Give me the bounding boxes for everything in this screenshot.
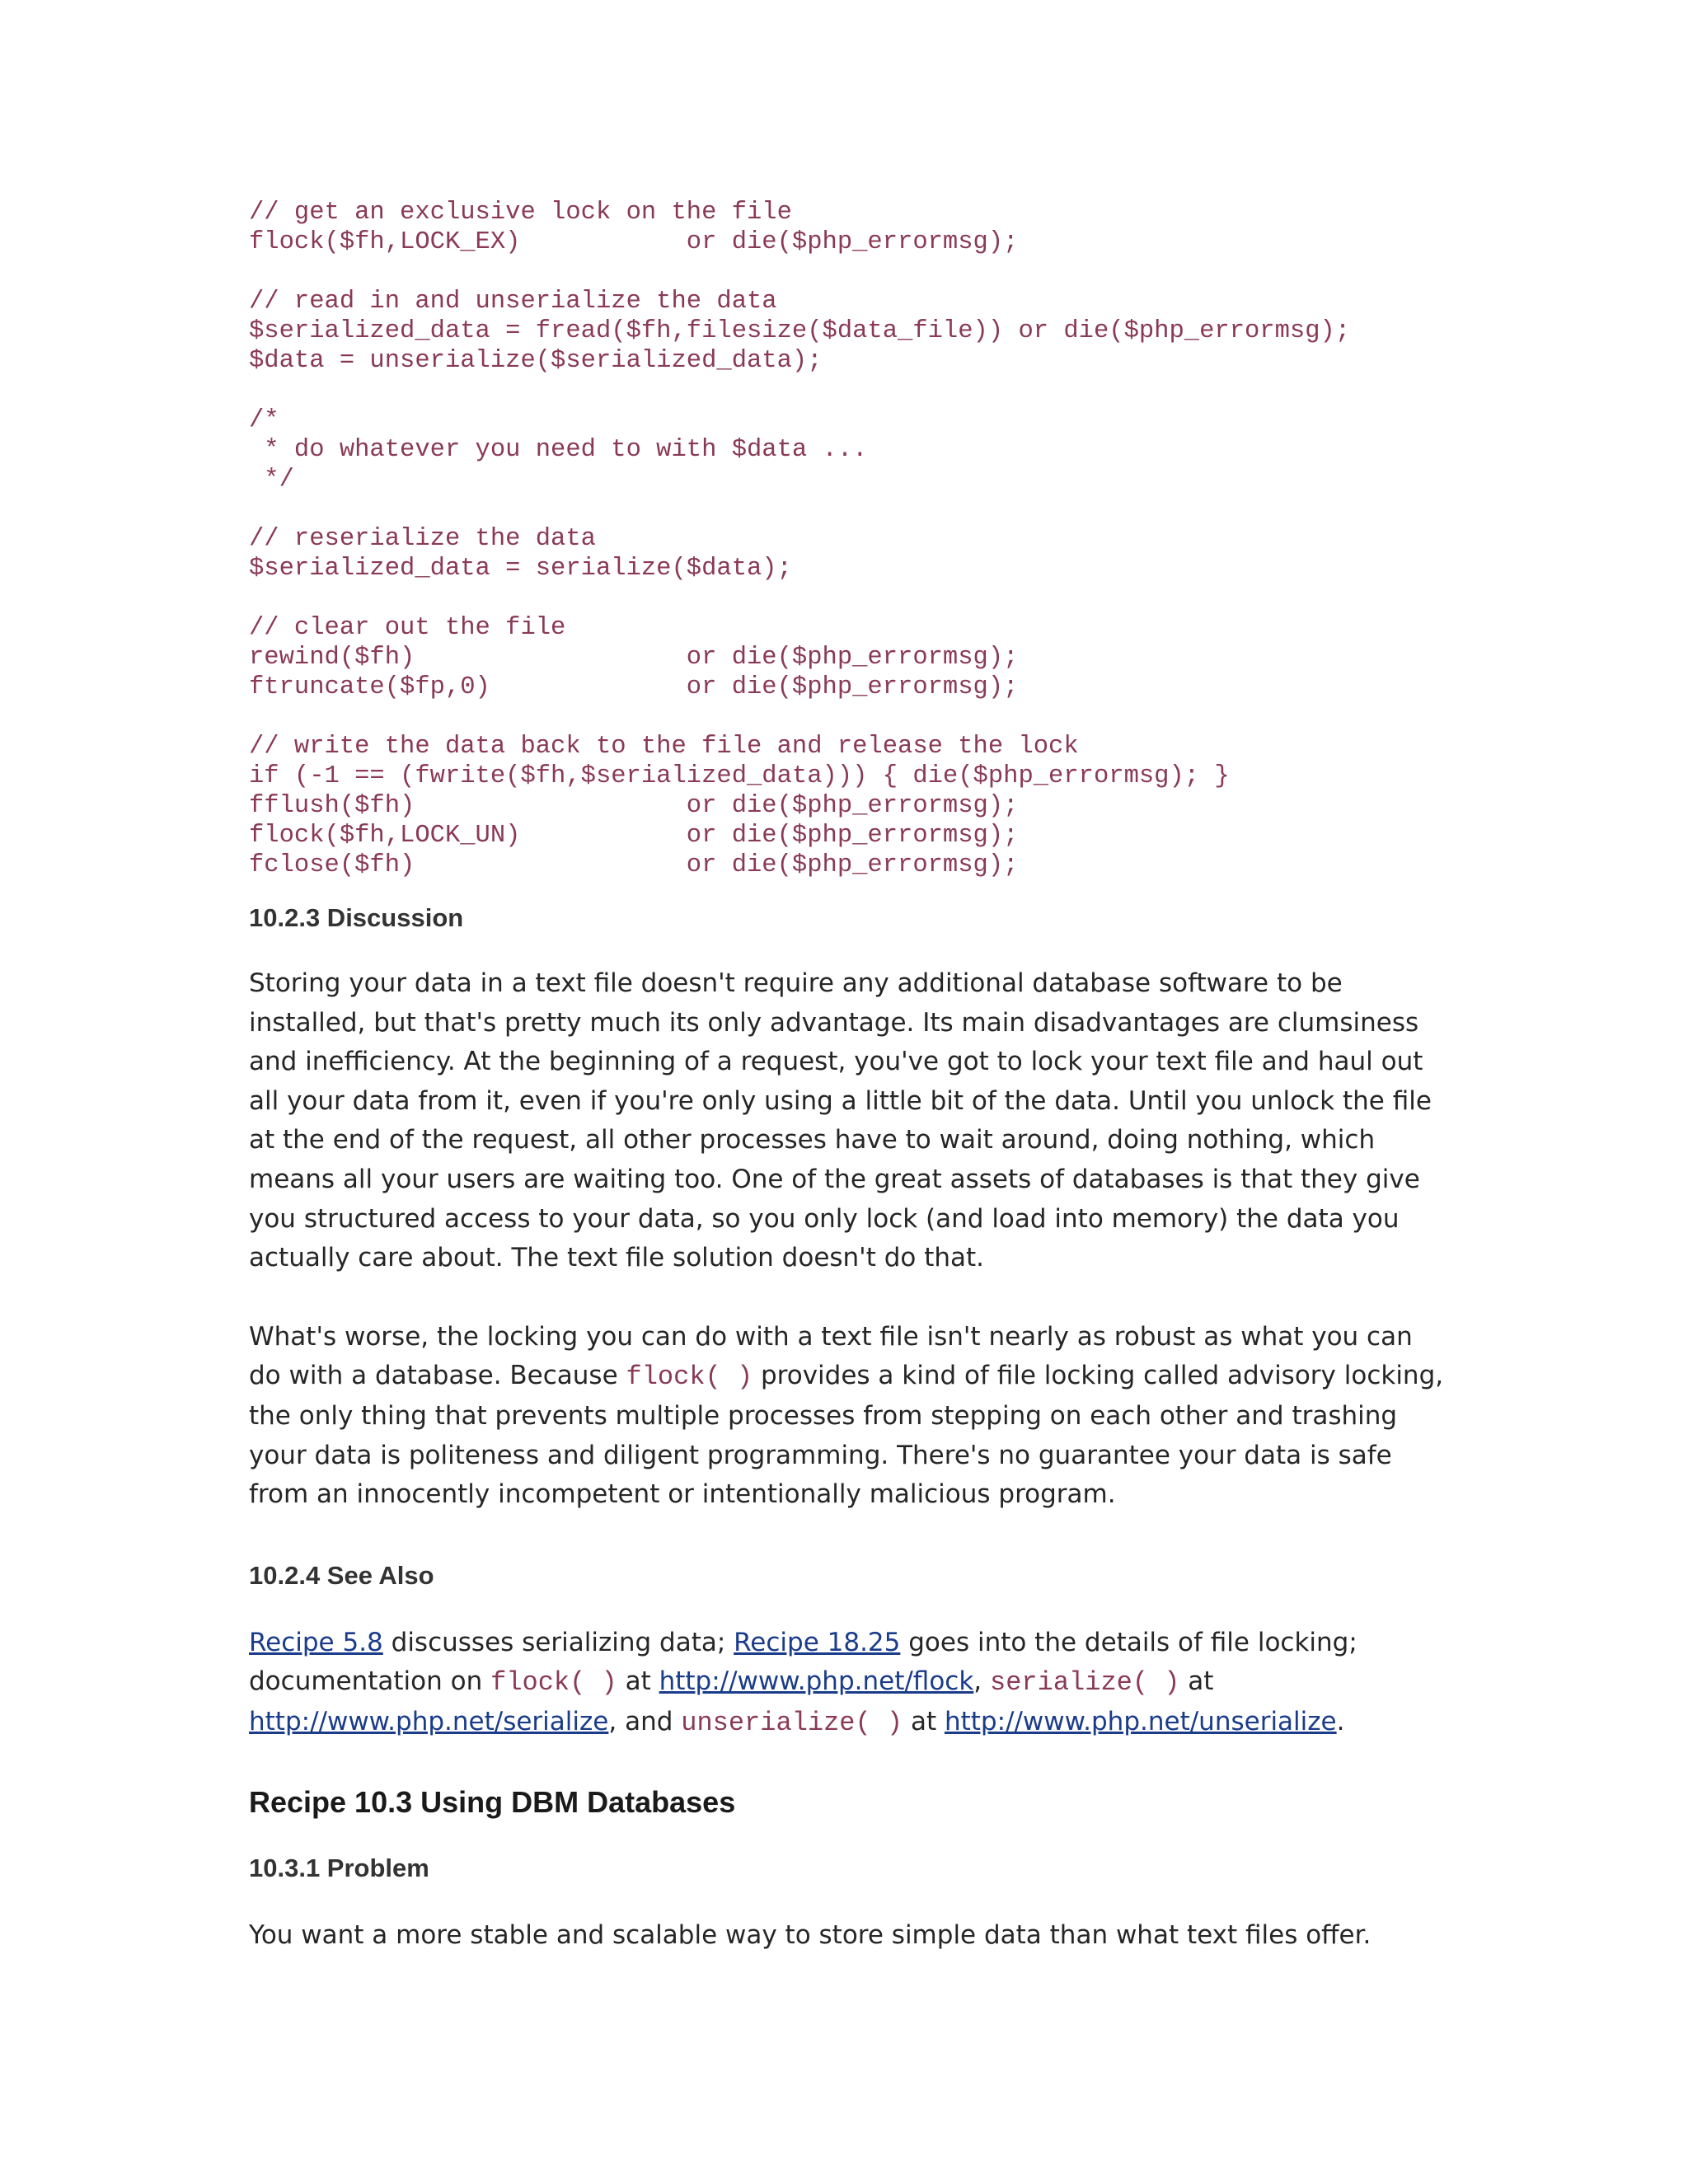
text-segment: provides a kind of file locking called advisory locking, the only thing that prevents multiple processes from stepping on each other and trashing your data is politeness and diligent programming. There's no guarantee your data is safe from an innocently incompetent or intentionally malicious program. — [249, 1361, 1444, 1510]
link-php-flock[interactable]: http://www.php.net/flock — [659, 1666, 974, 1697]
see-also-heading: 10.2.4 See Also — [249, 1560, 434, 1590]
discussion-heading: 10.2.3 Discussion — [249, 903, 464, 932]
problem-heading: 10.3.1 Problem — [249, 1853, 429, 1882]
code-line: flock($fh,LOCK_EX) or die($php_errormsg); — [249, 228, 1019, 256]
text-segment: . — [1336, 1706, 1345, 1736]
text-segment: at — [1179, 1666, 1214, 1697]
code-line: // write the data back to the file and release the lock — [249, 733, 1079, 761]
code-block — [249, 198, 1452, 880]
code-line: fflush($fh) or die($php_errormsg); — [249, 792, 1019, 820]
code-line: ftruncate($fp,0) or die($php_errormsg); — [249, 673, 1019, 701]
code-line: fclose($fh) or die($php_errormsg); — [249, 851, 1019, 879]
text-segment: discusses serializing data; — [382, 1627, 734, 1657]
code-line: // get an exclusive lock on the file — [249, 199, 792, 227]
inline-code-unserialize: unserialize( ) — [681, 1707, 903, 1738]
code-blank-line — [249, 494, 1452, 524]
code-line: */ — [249, 466, 294, 494]
code-blank-line — [249, 702, 1452, 732]
inline-code-flock: flock( ) — [490, 1667, 617, 1699]
text-segment: , and — [608, 1706, 682, 1736]
code-line: if (-1 == (fwrite($fh,$serialized_data))) { die($php_errormsg); } — [249, 762, 1230, 790]
problem-paragraph: You want a more stable and scalable way to store simple data than what text files offer. — [249, 1919, 1372, 1950]
discussion-paragraph-2 — [249, 1318, 1452, 1515]
link-recipe-5-8[interactable]: Recipe 5.8 — [249, 1627, 383, 1657]
code-blank-line — [249, 376, 1452, 405]
discussion-paragraph-1: Storing your data in a text file doesn't require any additional database software to be installed, but that's pretty much its only advantage. Its main disadvantages are clumsiness and inefficiency. At the beginning of a request, you've got to lock your text file and haul out all your data from it, even if you're only using a little bit of the data. Until you unlock the file at the end of the request, all other processes have to wait around, doing nothing, which means all your users are waiting too. One of the great assets of databases is that they give you structured access to your data, so you only lock (and load into memory) the data you actually care about. The text file solution doesn't do that. — [249, 968, 1432, 1273]
code-line: $data = unserialize($serialized_data); — [249, 347, 823, 375]
code-line: // read in and unserialize the data — [249, 288, 777, 316]
link-php-serialize[interactable]: http://www.php.net/serialize — [249, 1706, 609, 1736]
code-blank-line — [249, 583, 1452, 613]
code-line: $serialized_data = serialize($data); — [249, 555, 792, 583]
text-segment: at — [617, 1666, 659, 1697]
code-line: rewind($fh) or die($php_errormsg); — [249, 644, 1019, 672]
text-segment: goes into the details of file locking; documentation on — [249, 1627, 1357, 1697]
code-line: * do whatever you need to with $data ... — [249, 436, 868, 464]
code-line: flock($fh,LOCK_UN) or die($php_errormsg); — [249, 822, 1019, 850]
inline-code-flock: flock( ) — [626, 1361, 753, 1393]
text-segment: What's worse, the locking you can do with a text file isn't nearly as robust as what you can do with a database. Because — [249, 1321, 1413, 1391]
code-blank-line — [249, 257, 1452, 287]
text-segment: , — [973, 1666, 991, 1697]
document-page — [249, 198, 1452, 1955]
code-line: $serialized_data = fread($fh,filesize($data_file)) or die($php_errormsg); — [249, 317, 1351, 345]
link-recipe-18-25[interactable]: Recipe 18.25 — [734, 1627, 901, 1657]
recipe-title: Recipe 10.3 Using DBM Databases — [249, 1784, 736, 1819]
see-also-paragraph — [249, 1624, 1452, 1743]
code-line: // clear out the file — [249, 614, 566, 642]
inline-code-serialize: serialize( ) — [990, 1667, 1180, 1699]
link-php-unserialize[interactable]: http://www.php.net/unserialize — [944, 1706, 1337, 1736]
text-segment: at — [903, 1706, 945, 1736]
code-line: // reserialize the data — [249, 525, 596, 553]
code-line: /* — [249, 406, 279, 434]
